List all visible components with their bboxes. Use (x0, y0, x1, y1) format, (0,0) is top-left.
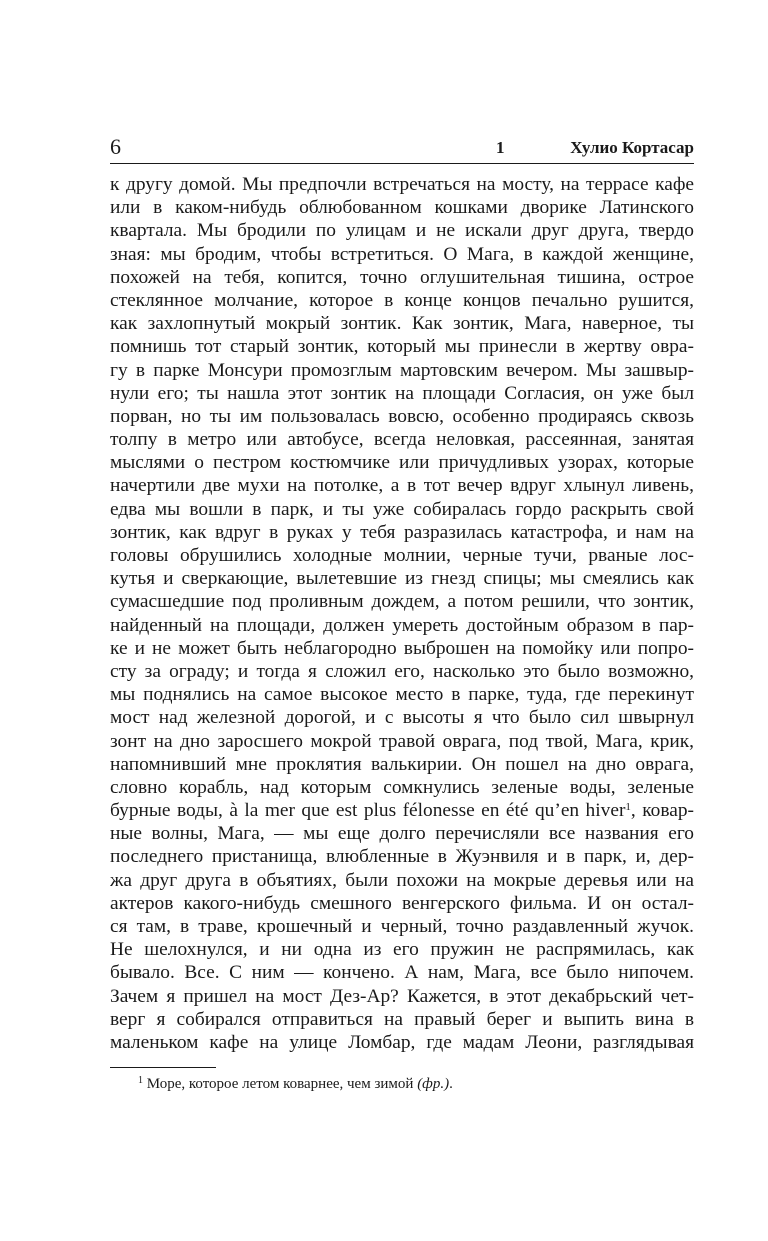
footnote (138, 1074, 453, 1094)
footnote-text: Море, которое летом коварнее, чем зимой (143, 1076, 418, 1092)
footnote-reference: 1 (625, 801, 631, 814)
text-line: как захлопнутый мокрый зонтик. Как зонтик, Мага, наверное, ты (110, 313, 694, 335)
footnote-end: . (449, 1076, 453, 1092)
text-line: последнего пристанища, влюбленные в Жуэнвиля и в парк, и, дер- (110, 846, 694, 868)
footnote-rule (110, 1067, 216, 1068)
text-line: мы поднялись на самое высокое место в парке, туда, где перекинут (110, 684, 694, 706)
text-line: актеров какого-нибудь смешного венгерского фильма. И он остал- (110, 892, 694, 914)
text-line: бывало. Все. С ним — кончено. А нам, Мага, все было нипочем. (110, 962, 694, 984)
text-line: к другу домой. Мы предпочли встречаться на мосту, на террасе кафе (110, 174, 694, 195)
text-line: верг я собирался отправиться на правый берег и выпить вина в (110, 1008, 694, 1030)
text-line: стеклянное молчание, которое в конце концов печально рушится, (110, 289, 694, 311)
text-line: сту за ограду; и тогда я сложил его, насколько это было возможно, (110, 660, 694, 682)
text-line: едва мы вошли в парк, и ты уже собиралась гордо раскрыть свой (110, 498, 694, 520)
text-line: нули его; ты нашла этот зонтик на площади Согласия, он уже был (110, 382, 694, 404)
text-line: ке и не может быть неблагородно выброшен на помойку или попро- (110, 637, 694, 659)
body-text (110, 173, 694, 1054)
text-line: маленьком кафе на улице Ломбар, где мадам Леони, разглядывая (110, 1031, 694, 1053)
text-line: напомнивший мне проклятия валькирии. Он пошел на дно оврага, (110, 753, 694, 775)
text-line: толпу в метро или автобусе, всегда неловкая, рассеянная, занятая (110, 429, 694, 451)
text-line: порван, но ты им пользовалась вовсю, особенно продираясь сквозь (110, 405, 694, 427)
text-line: ные волны, Мага, — мы еще долго перечисляли все названия его (110, 823, 694, 845)
header-rule (110, 163, 694, 164)
text-line: зонт на дно заросшего мокрой травой оврага, под твой, Мага, крик, (110, 730, 694, 752)
author-name: Хулио Кортасар (570, 138, 694, 157)
text-line: похожей на тебя, копится, точно оглушительная тишина, острое (110, 266, 694, 288)
text-line: найденный на площади, должен умереть достойным образом в пар- (110, 614, 694, 636)
text-line: или в каком-нибудь облюбованном кошками дворике Латинского (110, 197, 694, 219)
text-line: гу в парке Монсури промозглым мартовским вечером. Мы зашвыр- (110, 359, 694, 381)
footnote-number: 1 (138, 1075, 143, 1086)
text-line: Зачем я пришел на мост Дез-Ар? Кажется, в этот декабрьский чет- (110, 985, 694, 1007)
text-line: квартала. Мы бродили по улицам и не искали друг друга, твердо (110, 220, 694, 242)
text-line: сумасшедшие под проливным дождем, а потом решили, что зонтик, (110, 591, 694, 613)
footnote-language: (фр.) (417, 1076, 450, 1092)
text-line: головы обрушились холодные молнии, черные тучи, рваные лос- (110, 545, 694, 566)
text-line: мыслями о пестром костюмчике или причудливых узорах, которые (110, 452, 694, 474)
text-segment: , ковар- (630, 800, 694, 822)
text-line: ся там, в траве, крошечный и черный, точно раздавленный жучок. (110, 916, 694, 937)
text-line: кутья и сверкающие, вылетевшие из гнезд спицы; мы смеялись как (110, 568, 694, 590)
text-line: жа друг друга в объятиях, были похожи на мокрые деревья или на (110, 869, 694, 891)
text-line: зная: мы бродим, чтобы встретиться. О Мага, в каждой женщине, (110, 243, 694, 265)
chapter-number: 1 (496, 138, 505, 157)
text-line: помнишь тот старый зонтик, который мы принесли в жертву овра- (110, 336, 694, 358)
text-line: Не шелохнулся, и ни одна из его пружин не распрямилась, как (110, 939, 694, 961)
text-line-with-footnote (110, 799, 694, 822)
text-line: словно корабль, над которым сомкнулись зеленые воды, зеленые (110, 776, 694, 798)
running-header (110, 134, 694, 164)
french-phrase: à la mer que est plus félonesse en été qu’en hiver (229, 800, 626, 822)
text-line: мост над железной дорогой, и с высоты я что было сил швырнул (110, 707, 694, 729)
page-number: 6 (110, 134, 121, 159)
text-segment: бурные воды, (110, 800, 230, 822)
text-line: начертили две мухи на потолке, а в тот вечер вдруг хлынул ливень, (110, 475, 694, 497)
text-line: зонтик, как вдруг в руках у тебя разразилась катастрофа, и нам на (110, 521, 694, 543)
